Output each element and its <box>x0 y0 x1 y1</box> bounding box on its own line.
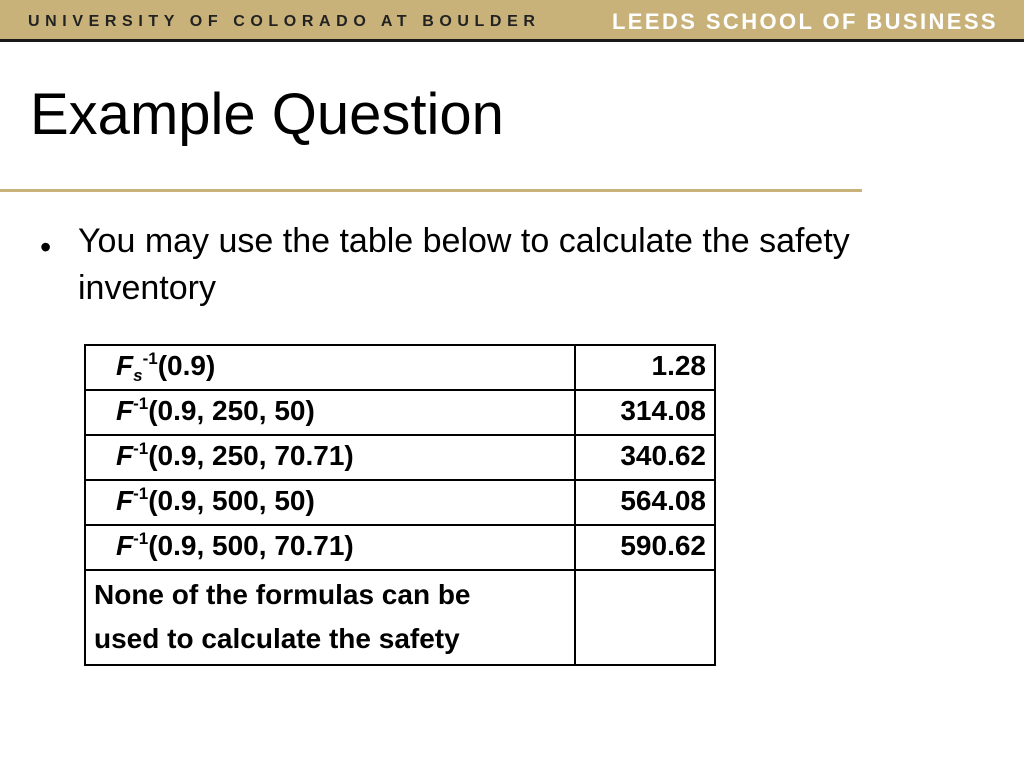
table-row <box>85 480 715 525</box>
formula-sup: -1 <box>133 528 149 548</box>
none-option-cell <box>85 570 575 665</box>
formula-args: (0.9, 250, 50) <box>148 395 315 426</box>
none-option-line1: None of the formulas can be <box>94 579 471 610</box>
formula-sup: -1 <box>133 438 149 458</box>
table-row <box>85 345 715 390</box>
table-row <box>85 390 715 435</box>
value-cell: 1.28 <box>575 345 715 390</box>
formula-func: F <box>116 350 134 381</box>
formula-func: F <box>116 485 134 516</box>
table-row <box>85 435 715 480</box>
formula-cell <box>85 480 575 525</box>
value-cell: 590.62 <box>575 525 715 570</box>
table-row <box>85 570 715 665</box>
value-cell: 564.08 <box>575 480 715 525</box>
bullet-text: You may use the table below to calculate the safety inventory <box>78 222 850 307</box>
formula-args: (0.9, 500, 70.71) <box>148 530 354 561</box>
table-row <box>85 525 715 570</box>
formula-table <box>84 344 716 666</box>
formula-args: (0.9, 500, 50) <box>148 485 315 516</box>
formula-cell <box>85 525 575 570</box>
formula-args: (0.9, 250, 70.71) <box>148 440 354 471</box>
slide-title: Example Question <box>30 82 504 147</box>
formula-sup: -1 <box>133 483 149 503</box>
formula-func: F <box>116 440 134 471</box>
formula-sup: -1 <box>133 393 149 413</box>
formula-cell <box>85 345 575 390</box>
none-option-line2: used to calculate the safety <box>94 623 460 654</box>
formula-func: F <box>116 395 134 426</box>
value-cell: 314.08 <box>575 390 715 435</box>
value-cell-empty <box>575 570 715 665</box>
formula-cell <box>85 390 575 435</box>
title-divider <box>0 189 862 192</box>
formula-sup: -1 <box>142 348 158 368</box>
value-cell: 340.62 <box>575 435 715 480</box>
header-banner <box>0 0 1024 42</box>
formula-sub: s <box>133 365 143 385</box>
formula-args: (0.9) <box>157 350 216 381</box>
formula-func: F <box>116 530 134 561</box>
university-name: UNIVERSITY OF COLORADO AT BOULDER <box>28 13 541 30</box>
bullet-icon: • <box>40 229 52 265</box>
formula-cell <box>85 435 575 480</box>
school-name: LEEDS SCHOOL OF BUSINESS <box>611 9 998 34</box>
